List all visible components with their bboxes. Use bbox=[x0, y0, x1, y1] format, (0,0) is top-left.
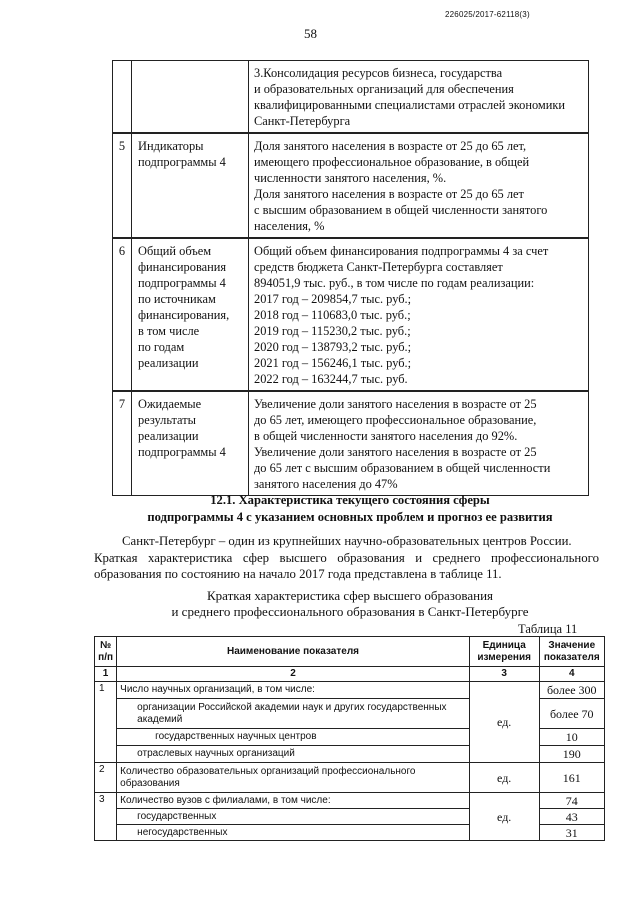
indicator-name: Количество образовательных организаций профессионального образования bbox=[117, 763, 470, 793]
table-row bbox=[113, 133, 589, 238]
row-text: 3.Консолидация ресурсов бизнеса, государства и образовательных организаций для обеспечения квалифицированными специалистами отраслей экономики Санкт-Петербурга bbox=[249, 61, 589, 134]
row-number: 7 bbox=[113, 391, 132, 496]
indicator-value: 43 bbox=[539, 809, 604, 825]
table-row bbox=[113, 238, 589, 391]
table-header-row bbox=[95, 637, 605, 667]
table-index-row: 1 2 3 4 bbox=[95, 667, 605, 682]
row-text: Общий объем финансирования подпрограммы 4 за счет средств бюджета Санкт-Петербурга составляет 894051,9 тыс. руб., в том числе по годам реализации: 2017 год – 209854,7 тыс. руб.; 2018 год – 110683,0 тыс. руб.; 2019 год – 115230,2 тыс. руб.; 2020 год – 138793,2 тыс. руб.; 2021 год – 156246,1 тыс. руб.; 2022 год – 163244,7 тыс. руб. bbox=[249, 238, 589, 391]
indicator-name: государственных научных центров bbox=[117, 729, 470, 746]
indicator-value: более 300 bbox=[539, 682, 604, 699]
table-row bbox=[113, 391, 589, 496]
table-row bbox=[113, 61, 589, 134]
row-text: Увеличение доли занятого населения в возрасте от 25 до 65 лет, имеющего профессиональное образование, в общей численности занятого населения до 92%. Увеличение доли занятого населения в возрасте от 25 до 65 лет с высшим образованием в общей численности занятого населения до 47% bbox=[249, 391, 589, 496]
indicator-value: 10 bbox=[539, 729, 604, 746]
unit-cell: ед. bbox=[469, 682, 539, 763]
table-row bbox=[95, 763, 605, 793]
indicator-value: 190 bbox=[539, 746, 604, 763]
indicator-value: более 70 bbox=[539, 699, 604, 729]
document-number: 226025/2017-62118(3) bbox=[445, 10, 530, 19]
row-label bbox=[132, 61, 249, 134]
indicator-value: 31 bbox=[539, 825, 604, 841]
indicator-name: государственных bbox=[117, 809, 470, 825]
header-num: № п/п bbox=[95, 637, 117, 667]
header-name: Наименование показателя bbox=[117, 637, 470, 667]
table-row bbox=[95, 682, 605, 699]
indicator-value: 161 bbox=[539, 763, 604, 793]
unit-cell: ед. bbox=[469, 793, 539, 841]
table-row bbox=[95, 793, 605, 809]
section-paragraph: Санкт-Петербург – один из крупнейших научно-образовательных центров России. Краткая характеристика сфер высшего образования и среднего профессионального образования по состоянию на начало 2017 года представлена в таблице 11. bbox=[94, 534, 599, 581]
indicator-value: 74 bbox=[539, 793, 604, 809]
subprogram-passport-table bbox=[112, 60, 589, 496]
row-number: 6 bbox=[113, 238, 132, 391]
table-11 bbox=[94, 636, 605, 841]
unit-cell: ед. bbox=[469, 763, 539, 793]
header-unit: Единица измерения bbox=[469, 637, 539, 667]
row-number bbox=[113, 61, 132, 134]
indicator-name: организации Российской академии наук и других государственных академий bbox=[117, 699, 470, 729]
row-label: Ожидаемые результаты реализации подпрограммы 4 bbox=[132, 391, 249, 496]
table-label: Таблица 11 bbox=[518, 622, 578, 636]
row-number: 3 bbox=[95, 793, 117, 841]
indicator-name: Количество вузов с филиалами, в том числе: bbox=[117, 793, 470, 809]
row-text: Доля занятого населения в возрасте от 25 до 65 лет, имеющего профессиональное образование, в общей численности занятого населения, %. Доля занятого населения в возрасте от 25 до 65 лет с высшим образованием в общей численности занятого населения, % bbox=[249, 133, 589, 238]
row-label: Индикаторы подпрограммы 4 bbox=[132, 133, 249, 238]
indicator-name: негосударственных bbox=[117, 825, 470, 841]
page-number: 58 bbox=[304, 26, 317, 41]
row-number: 1 bbox=[95, 682, 117, 763]
header-value: Значение показателя bbox=[539, 637, 604, 667]
table-caption: Краткая характеристика сфер высшего образования и среднего профессионального образования в Санкт-Петербурге bbox=[171, 588, 529, 619]
row-number: 5 bbox=[113, 133, 132, 238]
indicator-name: Число научных организаций, в том числе: bbox=[117, 682, 470, 699]
indicator-name: отраслевых научных организаций bbox=[117, 746, 470, 763]
row-number: 2 bbox=[95, 763, 117, 793]
row-label: Общий объем финансирования подпрограммы 4 по источникам финансирования, в том числе по годам реализации bbox=[132, 238, 249, 391]
section-title: 12.1. Характеристика текущего состояния сферы подпрограммы 4 с указанием основных проблем и прогноз ее развития bbox=[147, 493, 553, 524]
